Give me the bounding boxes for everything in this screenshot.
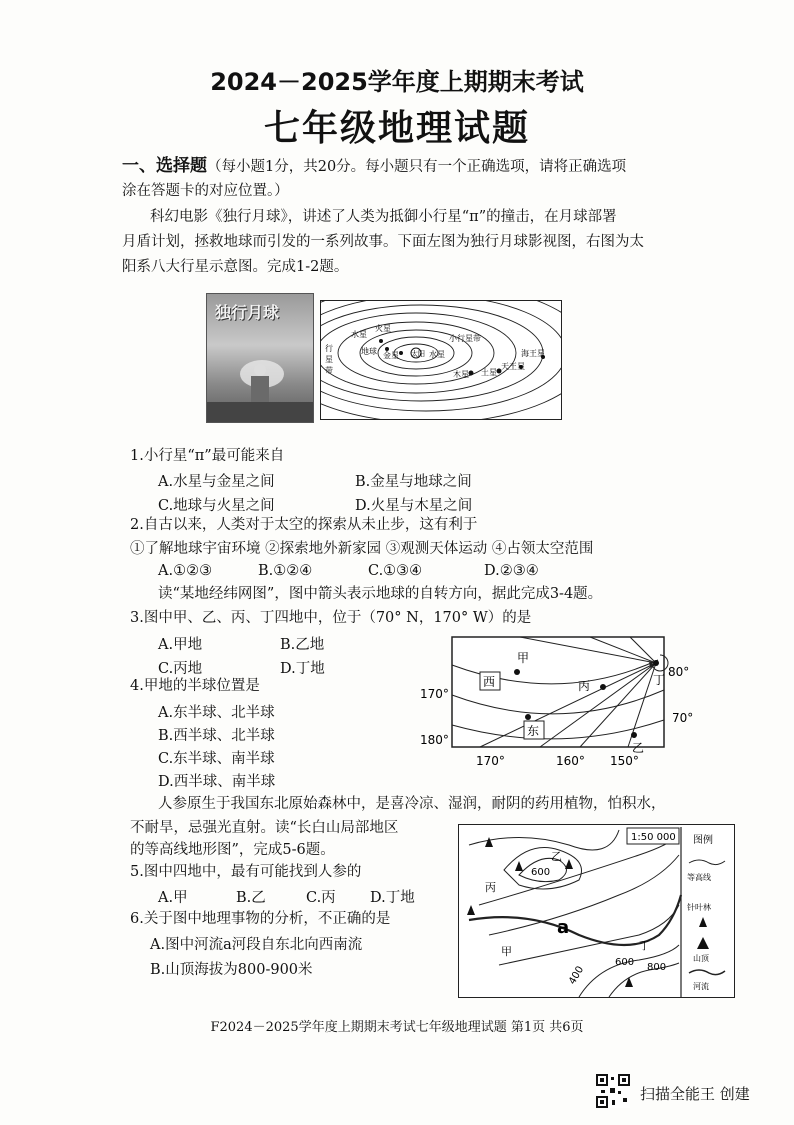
grid-place-west: 西 (483, 675, 496, 689)
exam-subtitle: 七年级地理试题 (263, 108, 530, 149)
label-asteroid-belt: 小行星带 (449, 334, 481, 343)
conifer-icon (565, 859, 573, 869)
poster-art-icon (207, 294, 313, 422)
grid-lon-160-bottom: 160° (556, 754, 585, 768)
passage3-line3: 的等高线地形图”，完成5-6题。 (130, 842, 335, 858)
contour-scale: 1:50 000 (631, 832, 676, 843)
river-label-a: a (557, 917, 570, 938)
passage2: 读“某地经纬网图”，图中箭头表示地球的自转方向，据此完成3-4题。 (158, 586, 603, 602)
peak-icon (625, 977, 633, 987)
label-neptune: 海王星 (521, 349, 545, 358)
section-instruction: 一、选择题（每小题1分，共20分。每小题只有一个正确选项，请将正确选项 (122, 156, 627, 176)
label-xing1: 行 (325, 344, 333, 353)
label-earth: 地球 (361, 347, 377, 356)
contour-svg (459, 825, 734, 997)
legend-river: 河流 (693, 982, 709, 991)
grid-place-ding: 丁 (653, 673, 666, 687)
section-heading: 一、选择题 (122, 156, 207, 176)
section-instruction-2: 涂在答题卡的对应位置。） (122, 183, 289, 199)
contour-place-jia: 甲 (501, 945, 512, 958)
grid-place-yi: 乙 (632, 741, 645, 755)
q1-option-b[interactable]: B.金星与地球之间 (355, 474, 472, 490)
contour-place-yi: 乙 (551, 850, 562, 863)
contour-place-ding: 丁 (639, 939, 650, 952)
label-mars: 火星 (375, 324, 391, 333)
passage3-line2: 不耐旱，忌强光直射。读“长白山局部地区 (130, 820, 399, 836)
label-venus: 金星 (383, 351, 399, 360)
contour-map (458, 824, 735, 998)
conifer-icon (485, 837, 493, 847)
page-footer: F2024－2025学年度上期期末考试七年级地理试题 第1页 共6页 (210, 1020, 584, 1035)
q1-option-c[interactable]: C.地球与火星之间 (158, 498, 275, 514)
q2-items: ①了解地球宇宙环境 ②探索地外新家园 ③观测天体运动 ④占领太空范围 (130, 541, 594, 557)
label-dai: 带 (325, 366, 333, 375)
q4-option-c[interactable]: C.东半球、南半球 (158, 751, 275, 767)
q5-option-b[interactable]: B.乙 (236, 890, 266, 906)
label-saturn: 土星 (481, 368, 497, 377)
grid-lon-170-bottom: 170° (476, 754, 505, 768)
legend-contour: 等高线 (687, 873, 711, 882)
grid-place-east: 东 (527, 724, 540, 738)
q4-option-b[interactable]: B.西半球、北半球 (158, 728, 275, 744)
q2-option-b[interactable]: B.①②④ (258, 563, 313, 579)
legend-peak-icon (697, 937, 709, 949)
q3-stem: 3.图中甲、乙、丙、丁四地中，位于（70° N，170° W）的是 (130, 610, 532, 626)
graticule-map (420, 635, 700, 770)
elev-600-b: 600 (615, 957, 635, 968)
q6-option-a[interactable]: A.图中河流a河段自东北向西南流 (150, 937, 363, 953)
movie-poster-image (206, 293, 314, 423)
label-sun: 太阳 (411, 350, 425, 358)
legend-title: 图例 (693, 835, 713, 846)
passage1-line2: 月盾计划，拯救地球而引发的一系列故事。下面左图为独行月球影视图，右图为太 (122, 234, 644, 250)
passage1-line3: 阳系八大行星示意图。完成1-2题。 (122, 259, 349, 275)
q3-option-d[interactable]: D.丁地 (280, 661, 325, 677)
conifer-icon (467, 905, 475, 915)
elev-400: 400 (567, 964, 587, 987)
q3-option-b[interactable]: B.乙地 (280, 637, 325, 653)
grid-lon-170-left: 170° (420, 687, 449, 701)
grid-lat-80: 80° (668, 665, 690, 679)
qr-code-icon (596, 1074, 630, 1108)
solar-system-svg (321, 301, 561, 419)
q5-option-a[interactable]: A.甲 (158, 890, 188, 906)
label-jupiter: 木星 (453, 370, 469, 379)
q3-option-c[interactable]: C.丙地 (158, 661, 203, 677)
q5-option-d[interactable]: D.丁地 (370, 890, 415, 906)
legend-peak: 山顶 (693, 954, 709, 963)
poster-title: 独行月球 (215, 303, 280, 322)
passage1-line1: 科幻电影《独行月球》，讲述了人类为抵御小行星“π”的撞击，在月球部署 (150, 209, 617, 225)
legend-conifer: 针叶林 (687, 903, 711, 912)
q1-option-d[interactable]: D.火星与木星之间 (355, 498, 473, 514)
grid-place-jia: 甲 (517, 651, 530, 665)
grid-lon-180-left: 180° (420, 733, 449, 747)
conifer-icon (515, 861, 523, 871)
q4-option-d[interactable]: D.西半球、南半球 (158, 774, 276, 790)
q6-stem: 6.关于图中地理事物的分析，不正确的是 (130, 911, 391, 927)
q3-option-a[interactable]: A.甲地 (158, 637, 203, 653)
q1-stem: 1.小行星“π”最可能来自 (130, 448, 285, 464)
elev-800: 800 (647, 962, 667, 973)
grid-lat-70: 70° (672, 711, 694, 725)
solar-system-diagram (320, 300, 562, 420)
legend-conifer-icon (699, 917, 707, 927)
exam-title: 2024－2025学年度上期期末考试 (210, 68, 584, 96)
elev-600-a: 600 (531, 867, 551, 878)
scanner-watermark: 扫描全能王 创建 (640, 1085, 750, 1103)
label-uranus: 天王星 (501, 362, 525, 371)
q2-option-d[interactable]: D.②③④ (484, 563, 539, 579)
grid-lon-150-bottom: 150° (610, 754, 639, 768)
q6-option-b[interactable]: B.山顶海拔为800-900米 (150, 962, 313, 978)
grid-place-bing: 丙 (578, 679, 591, 693)
label-mercury: 水星 (429, 350, 445, 359)
graticule-svg (420, 635, 700, 770)
label-xing2: 星 (325, 355, 333, 364)
q4-option-a[interactable]: A.东半球、北半球 (158, 705, 275, 721)
q2-option-a[interactable]: A.①②③ (158, 563, 213, 579)
q2-stem: 2.自古以来，人类对于太空的探索从未止步，这有利于 (130, 517, 478, 533)
q1-option-a[interactable]: A.水星与金星之间 (158, 474, 275, 490)
q4-stem: 4.甲地的半球位置是 (130, 678, 260, 694)
q5-stem: 5.图中四地中，最有可能找到人参的 (130, 864, 362, 880)
passage3-line1: 人参原生于我国东北原始森林中，是喜冷凉、湿润，耐阴的药用植物，怕积水， (158, 796, 666, 812)
q5-option-c[interactable]: C.丙 (306, 890, 336, 906)
q2-option-c[interactable]: C.①③④ (368, 563, 423, 579)
label-mercury-left: 水星 (351, 330, 367, 339)
contour-place-bing: 丙 (485, 881, 496, 894)
